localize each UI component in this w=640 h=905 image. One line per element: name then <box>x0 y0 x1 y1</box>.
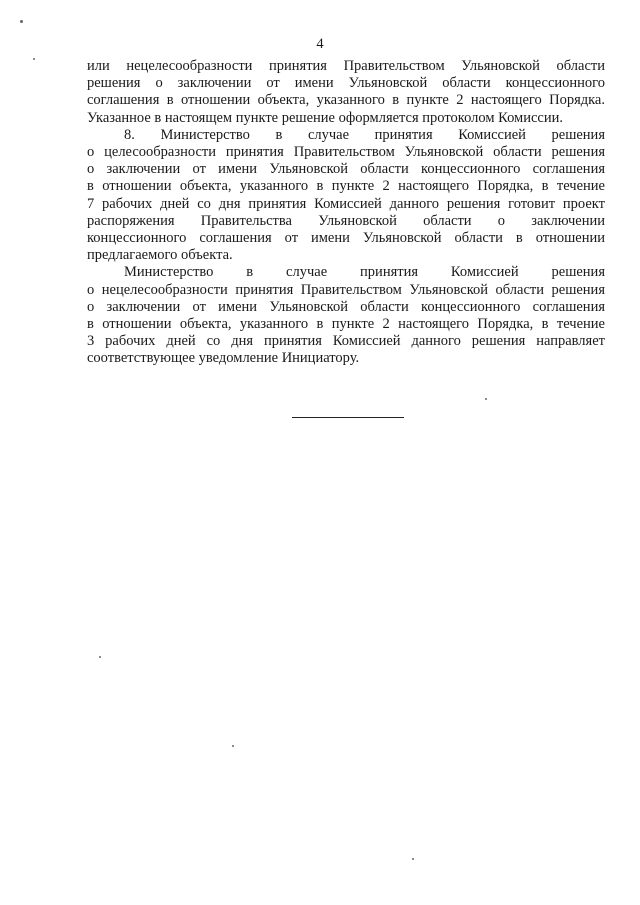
end-divider-line <box>292 417 404 418</box>
text-line: концессионного соглашения от имени Ульяновской области в отношении <box>87 230 605 247</box>
scan-speck <box>99 656 101 658</box>
paragraph-7-continuation <box>87 58 605 127</box>
page-number: 4 <box>316 36 324 52</box>
scan-speck <box>412 858 414 860</box>
text-line: о заключении от имени Ульяновской области концессионного соглашения <box>87 298 605 315</box>
scan-speck <box>33 58 35 60</box>
text-line: или нецелесообразности принятия Правительством Ульяновской области <box>87 58 605 74</box>
text-line: о нецелесообразности принятия Правительством Ульяновской области решения <box>87 281 605 298</box>
text-line: 8. Министерство в случае принятия Комиссией решения <box>124 126 605 143</box>
text-line: соответствующее уведомление Инициатору. <box>87 350 360 367</box>
text-line: в отношении объекта, указанного в пункте 2 настоящего Порядка, в течение <box>87 316 605 333</box>
document-body <box>87 58 605 368</box>
text-line: Указанное в настоящем пункте решение оформляется протоколом Комиссии. <box>87 109 564 126</box>
scan-speck <box>232 745 234 747</box>
text-line: 7 рабочих дней со дня принятия Комиссией данного решения готовит проект <box>87 195 605 212</box>
text-line: Министерство в случае принятия Комиссией решения <box>124 264 605 281</box>
paragraph-refusal <box>87 264 605 367</box>
text-line: о заключении от имени Ульяновской области концессионного соглашения <box>87 161 605 178</box>
text-line: в отношении объекта, указанного в пункте 2 настоящего Порядка, в течение <box>87 178 605 195</box>
text-line: соглашения в отношении объекта, указанного в пункте 2 настоящего Порядка. <box>87 92 605 109</box>
scan-speck <box>485 398 487 400</box>
text-line: предлагаемого объекта. <box>87 247 233 264</box>
text-line: решения о заключении от имени Ульяновской области концессионного <box>87 75 605 92</box>
scan-speck <box>20 20 23 23</box>
text-line: 3 рабочих дней со дня принятия Комиссией данного решения направляет <box>87 333 605 350</box>
paragraph-8 <box>87 127 605 265</box>
text-line: о целесообразности принятия Правительством Ульяновской области решения <box>87 144 605 161</box>
text-line: распоряжения Правительства Ульяновской области о заключении <box>87 212 605 229</box>
